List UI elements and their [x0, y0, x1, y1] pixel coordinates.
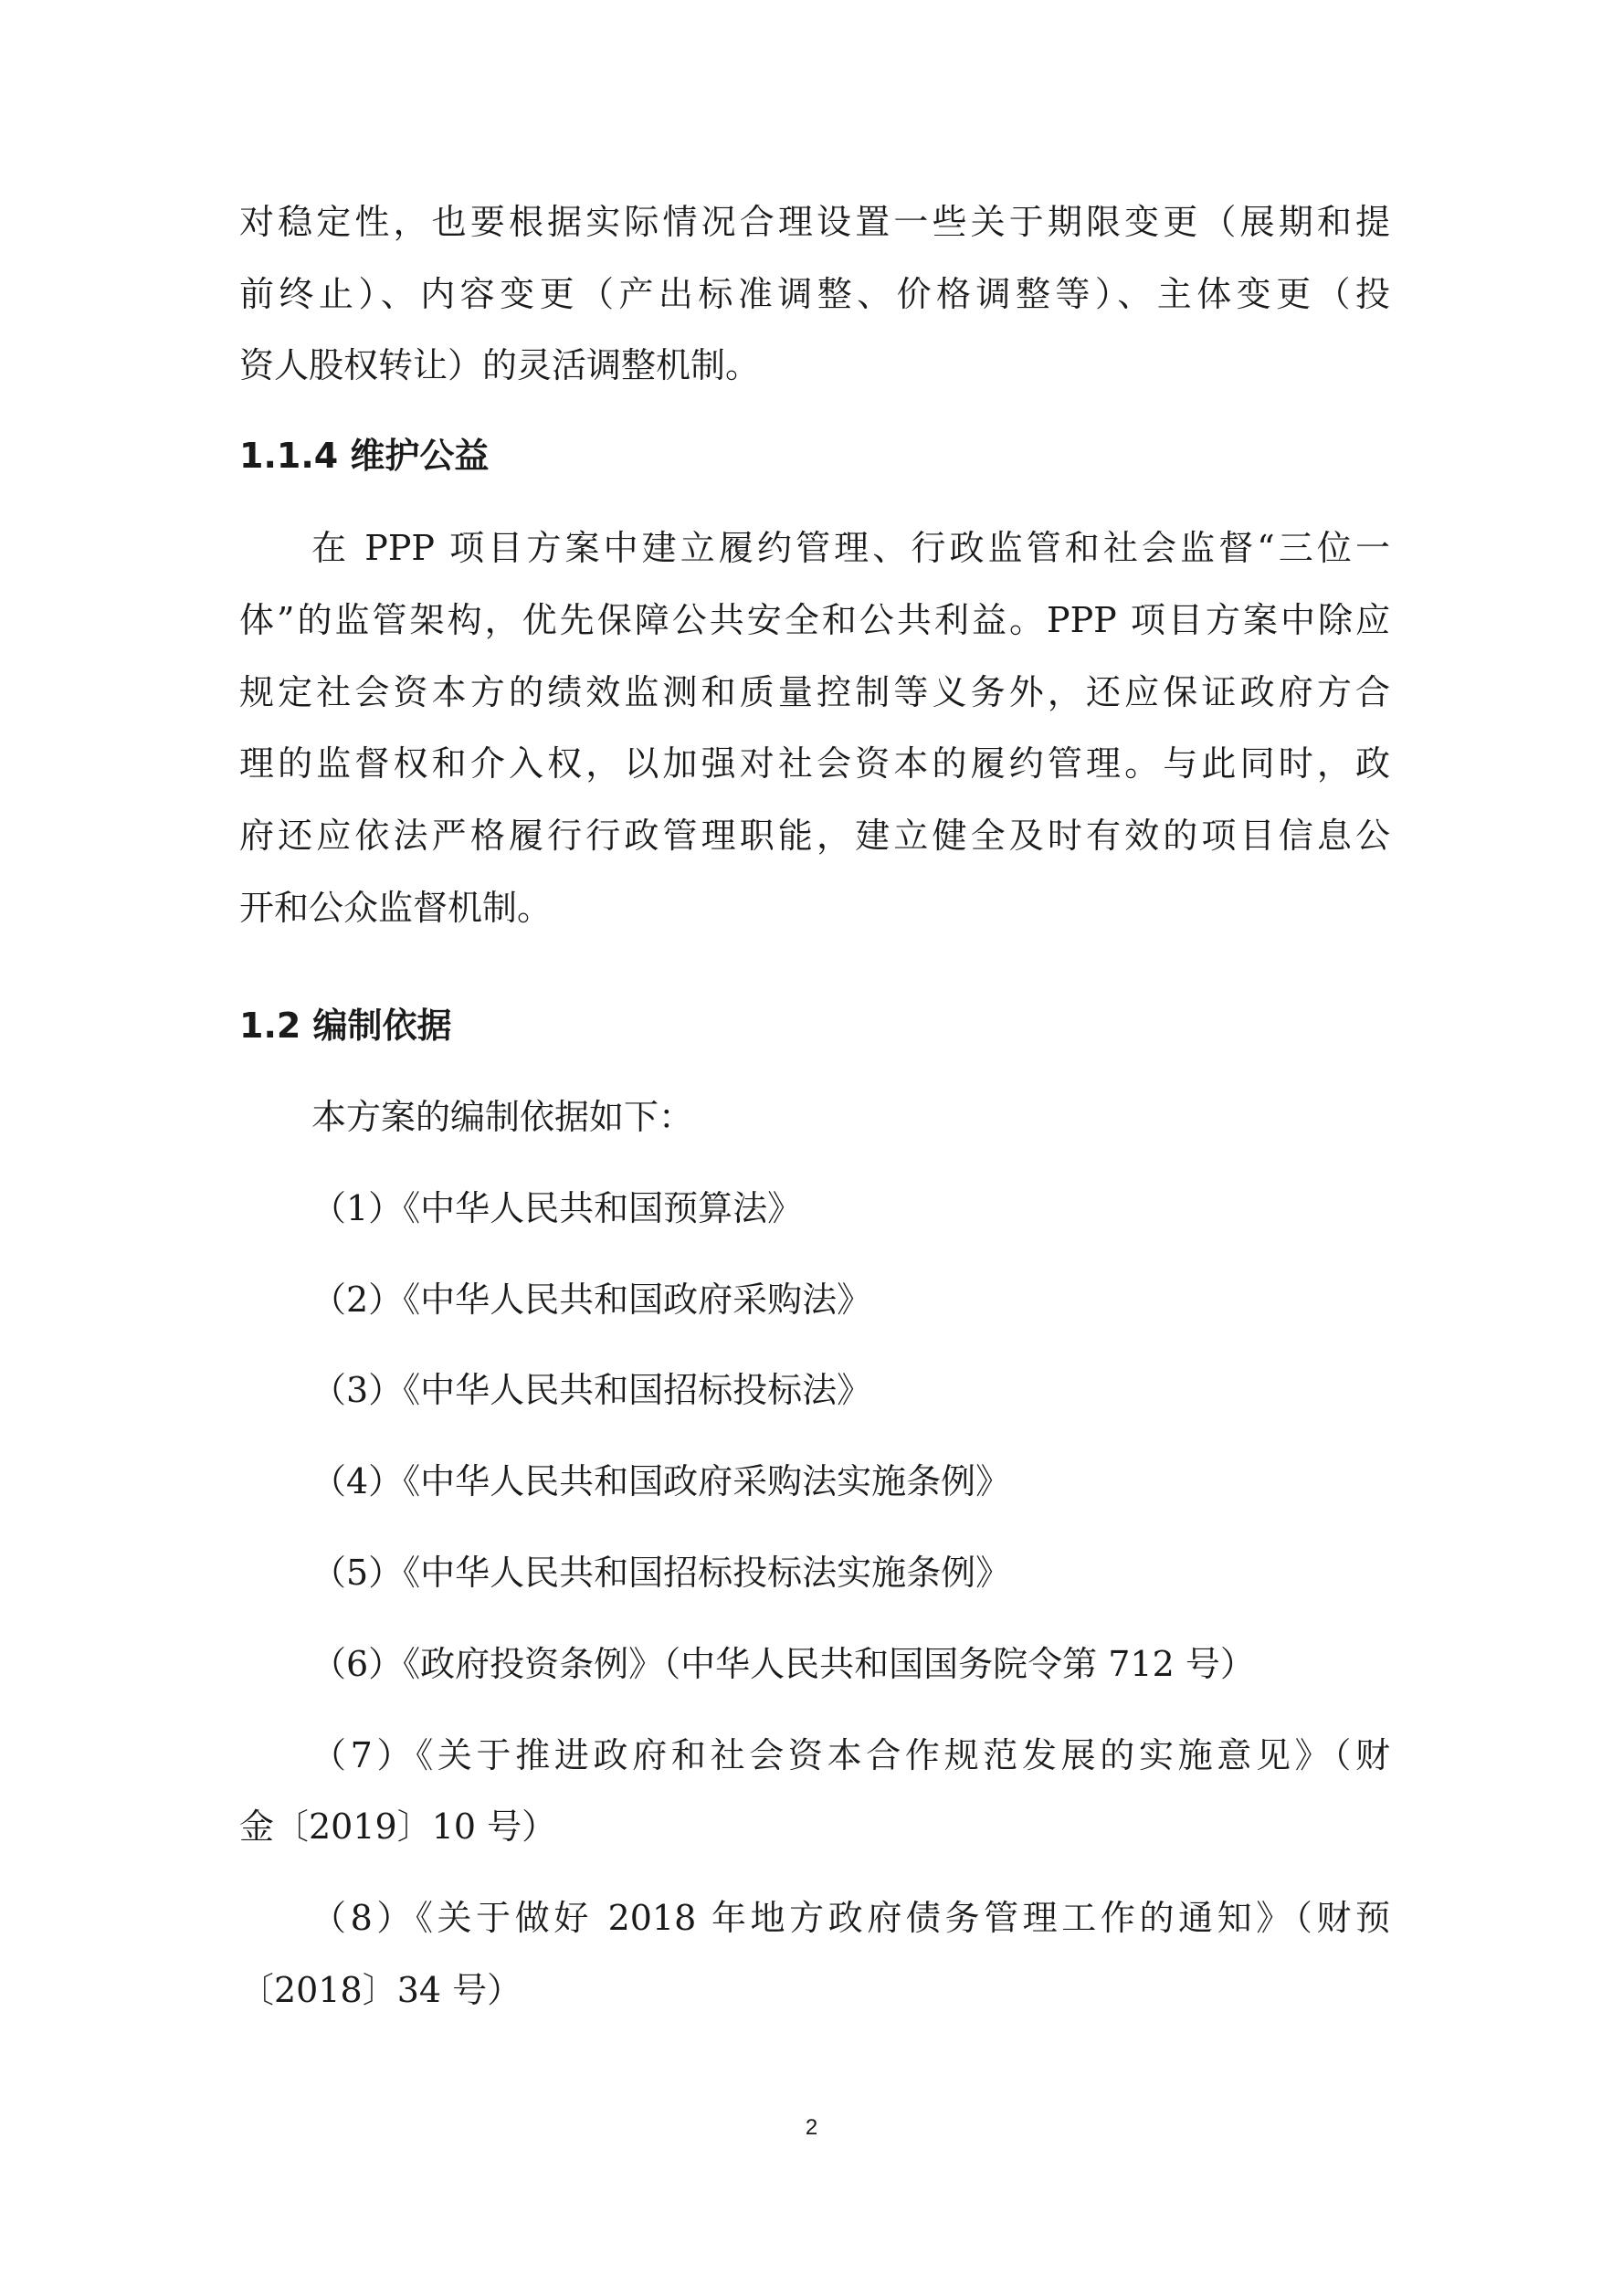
list-item-continuation: 〔2018〕34 号）	[239, 1970, 522, 2010]
paragraph-line: 资人股权转让）的灵活调整机制。	[239, 345, 761, 385]
paragraph-line: 在 PPP 项目方案中建立履约管理、行政监管和社会监督“三位一	[311, 528, 1390, 568]
paragraph-line: 开和公众监督机制。	[239, 888, 553, 928]
section-heading-1-1-4: 1.1.4 维护公益	[239, 436, 490, 476]
list-item: （3）《中华人民共和国招标投标法》	[311, 1370, 872, 1410]
list-item-continuation: 金〔2019〕10 号）	[239, 1806, 557, 1847]
section-heading-1-2: 1.2 编制依据	[239, 1006, 452, 1046]
list-item: （2）《中华人民共和国政府采购法》	[311, 1280, 872, 1320]
list-item: （1）《中华人民共和国预算法》	[311, 1188, 803, 1228]
list-item: （8）《关于做好 2018 年地方政府债务管理工作的通知》（财预	[311, 1898, 1390, 1938]
paragraph-line: 府还应依法严格履行行政管理职能，建立健全及时有效的项目信息公	[239, 816, 1390, 856]
list-item: （4）《中华人民共和国政府采购法实施条例》	[311, 1461, 1011, 1501]
paragraph-line: 体”的监管架构，优先保障公共安全和公共利益。PPP 项目方案中除应	[239, 600, 1390, 640]
list-intro: 本方案的编制依据如下：	[311, 1097, 694, 1137]
paragraph-line: 规定社会资本方的绩效监测和质量控制等义务外，还应保证政府方合	[239, 672, 1390, 712]
list-item: （7）《关于推进政府和社会资本合作规范发展的实施意见》（财	[311, 1735, 1390, 1775]
list-item: （6）《政府投资条例》（中华人民共和国国务院令第 712 号）	[311, 1644, 1255, 1684]
paragraph-line: 理的监督权和介入权，以加强对社会资本的履约管理。与此同时，政	[239, 743, 1390, 784]
paragraph-line: 前终止）、内容变更（产出标准调整、价格调整等）、主体变更（投	[239, 274, 1390, 314]
page-number: 2	[805, 2115, 818, 2140]
list-item: （5）《中华人民共和国招标投标法实施条例》	[311, 1553, 1011, 1593]
paragraph-line: 对稳定性，也要根据实际情况合理设置一些关于期限变更（展期和提	[239, 202, 1390, 242]
